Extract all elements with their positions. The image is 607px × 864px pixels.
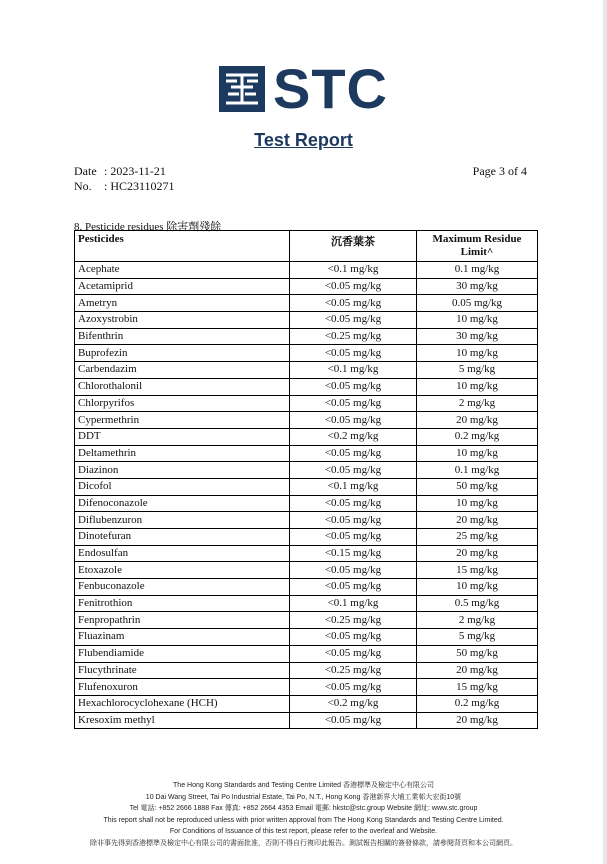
table-row: [75, 695, 538, 712]
mrl-cell: 30 mg/kg: [417, 328, 538, 345]
mrl-cell: 10 mg/kg: [417, 378, 538, 395]
mrl-cell: 5 mg/kg: [417, 629, 538, 646]
sample-result-cell: <0.15 mg/kg: [290, 545, 417, 562]
mrl-cell: 30 mg/kg: [417, 278, 538, 295]
table-row: [75, 312, 538, 329]
pesticide-name-cell: Fluazinam: [75, 629, 290, 646]
sample-result-cell: <0.05 mg/kg: [290, 278, 417, 295]
table-row: [75, 629, 538, 646]
mrl-cell: 20 mg/kg: [417, 512, 538, 529]
report-meta: [74, 164, 175, 194]
section-title: 8. Pesticide residues 除害劑殘餘: [74, 221, 222, 233]
mrl-cell: 2 mg/kg: [417, 395, 538, 412]
footer-conditions-note: For Conditions of Issuance of this test report, please refer to the overleaf and Website.: [169, 828, 438, 835]
page-number: Page 3 of 4: [472, 164, 527, 178]
pesticide-name-cell: Carbendazim: [75, 362, 290, 379]
mrl-cell: 5 mg/kg: [417, 362, 538, 379]
footer-contact: Tel 電話: +852 2666 1888 Fax 傳真: +852 2664 4353 Email 電郵: hkstc@stc.group Website 網址: www.stc.group: [129, 805, 478, 812]
pesticide-name-cell: Buprofezin: [75, 345, 290, 362]
header-pesticides: Pesticides: [75, 231, 290, 262]
table-row: [75, 462, 538, 479]
pesticide-name-cell: Azoxystrobin: [75, 312, 290, 329]
sample-result-cell: <0.05 mg/kg: [290, 312, 417, 329]
pesticide-name-cell: DDT: [75, 428, 290, 445]
mrl-cell: 20 mg/kg: [417, 545, 538, 562]
pesticide-name-cell: Acetamiprid: [75, 278, 290, 295]
pesticide-name-cell: Deltamethrin: [75, 445, 290, 462]
pesticide-name-cell: Flufenoxuron: [75, 679, 290, 696]
pesticide-name-cell: Endosulfan: [75, 545, 290, 562]
footer: [0, 780, 607, 849]
pesticide-name-cell: Dinotefuran: [75, 529, 290, 546]
mrl-cell: 10 mg/kg: [417, 345, 538, 362]
pesticide-name-cell: Hexachlorocyclohexane (HCH): [75, 695, 290, 712]
table-row: [75, 712, 538, 729]
mrl-cell: 15 mg/kg: [417, 562, 538, 579]
sample-result-cell: <0.2 mg/kg: [290, 695, 417, 712]
pesticide-name-cell: Chlorothalonil: [75, 378, 290, 395]
header-sample: 沉香葉茶: [290, 231, 417, 262]
stc-logo: [219, 57, 388, 120]
table-row: [75, 612, 538, 629]
table-row: [75, 278, 538, 295]
table-row: [75, 512, 538, 529]
report-title: Test Report: [254, 130, 353, 150]
header-mrl: Maximum Residue Limit^: [417, 231, 538, 262]
sample-result-cell: <0.05 mg/kg: [290, 412, 417, 429]
pesticide-name-cell: Acephate: [75, 262, 290, 279]
pesticide-name-cell: Fenbuconazole: [75, 579, 290, 596]
mrl-cell: 25 mg/kg: [417, 529, 538, 546]
table-row: [75, 412, 538, 429]
table-header-row: [75, 231, 538, 262]
mrl-cell: 10 mg/kg: [417, 312, 538, 329]
table-row: [75, 579, 538, 596]
mrl-cell: 0.05 mg/kg: [417, 295, 538, 312]
pesticide-name-cell: Etoxazole: [75, 562, 290, 579]
sample-result-cell: <0.25 mg/kg: [290, 612, 417, 629]
pesticide-name-cell: Bifenthrin: [75, 328, 290, 345]
sample-result-cell: <0.05 mg/kg: [290, 295, 417, 312]
table-row: [75, 262, 538, 279]
table-row: [75, 595, 538, 612]
pesticide-name-cell: Flubendiamide: [75, 645, 290, 662]
mrl-cell: 0.2 mg/kg: [417, 695, 538, 712]
mrl-cell: 10 mg/kg: [417, 495, 538, 512]
sample-result-cell: <0.1 mg/kg: [290, 362, 417, 379]
table-row: [75, 328, 538, 345]
sample-result-cell: <0.25 mg/kg: [290, 328, 417, 345]
pesticide-name-cell: Difenoconazole: [75, 495, 290, 512]
mrl-cell: 0.1 mg/kg: [417, 462, 538, 479]
table-row: [75, 345, 538, 362]
table-row: [75, 378, 538, 395]
table-row: [75, 662, 538, 679]
pesticide-name-cell: Kresoxim methyl: [75, 712, 290, 729]
pesticide-name-cell: Cypermethrin: [75, 412, 290, 429]
pesticide-name-cell: Fenitrothion: [75, 595, 290, 612]
mrl-cell: 2 mg/kg: [417, 612, 538, 629]
sample-result-cell: <0.2 mg/kg: [290, 428, 417, 445]
sample-result-cell: <0.05 mg/kg: [290, 679, 417, 696]
mrl-cell: 0.5 mg/kg: [417, 595, 538, 612]
mrl-cell: 20 mg/kg: [417, 712, 538, 729]
pesticide-name-cell: Diazinon: [75, 462, 290, 479]
table-row: [75, 679, 538, 696]
date-label: Date: [74, 164, 97, 178]
sample-result-cell: <0.1 mg/kg: [290, 595, 417, 612]
table-row: [75, 445, 538, 462]
sample-result-cell: <0.05 mg/kg: [290, 445, 417, 462]
mrl-cell: 10 mg/kg: [417, 579, 538, 596]
mrl-cell: 50 mg/kg: [417, 478, 538, 495]
sample-result-cell: <0.05 mg/kg: [290, 562, 417, 579]
table-row: [75, 428, 538, 445]
mrl-cell: 20 mg/kg: [417, 412, 538, 429]
table-row: [75, 478, 538, 495]
pesticide-name-cell: Fenpropathrin: [75, 612, 290, 629]
sample-result-cell: <0.05 mg/kg: [290, 495, 417, 512]
report-no-value: : HC23110271: [104, 179, 175, 193]
sample-result-cell: <0.05 mg/kg: [290, 395, 417, 412]
table-row: [75, 529, 538, 546]
mrl-cell: 20 mg/kg: [417, 662, 538, 679]
sample-result-cell: <0.05 mg/kg: [290, 462, 417, 479]
pesticide-name-cell: Ametryn: [75, 295, 290, 312]
report-no-label: No.: [74, 179, 92, 193]
footer-company: The Hong Kong Standards and Testing Centre Limited 香港標準及檢定中心有限公司: [173, 782, 434, 789]
table-row: [75, 295, 538, 312]
sample-result-cell: <0.05 mg/kg: [290, 529, 417, 546]
footer-chinese-note: 除非事先得到香港標準及檢定中心有限公司的書面批准，否則不得自行複印此報告。測試報告相關的簽發條款，請參閱背頁和本公司網頁。: [90, 839, 517, 847]
table-row: [75, 645, 538, 662]
sample-result-cell: <0.05 mg/kg: [290, 512, 417, 529]
table-row: [75, 495, 538, 512]
sample-result-cell: <0.05 mg/kg: [290, 629, 417, 646]
sample-result-cell: <0.05 mg/kg: [290, 712, 417, 729]
table-row: [75, 395, 538, 412]
footer-address: 10 Dai Wang Street, Tai Po Industrial Estate, Tai Po, N.T., Hong Kong 香港新界大埔工業邨大宏街10號: [145, 793, 462, 801]
mrl-cell: 0.2 mg/kg: [417, 428, 538, 445]
table-row: [75, 362, 538, 379]
mrl-cell: 0.1 mg/kg: [417, 262, 538, 279]
pesticide-table: [74, 230, 538, 729]
table-row: [75, 545, 538, 562]
sample-result-cell: <0.05 mg/kg: [290, 345, 417, 362]
sample-result-cell: <0.1 mg/kg: [290, 478, 417, 495]
sample-result-cell: <0.25 mg/kg: [290, 662, 417, 679]
sample-result-cell: <0.1 mg/kg: [290, 262, 417, 279]
sample-result-cell: <0.05 mg/kg: [290, 378, 417, 395]
sample-result-cell: <0.05 mg/kg: [290, 579, 417, 596]
mrl-cell: 15 mg/kg: [417, 679, 538, 696]
table-row: [75, 562, 538, 579]
logo-text: STC: [273, 57, 388, 120]
pesticide-name-cell: Flucythrinate: [75, 662, 290, 679]
pesticide-name-cell: Chlorpyrifos: [75, 395, 290, 412]
pesticide-name-cell: Diflubenzuron: [75, 512, 290, 529]
pesticide-name-cell: Dicofol: [75, 478, 290, 495]
stc-logo-mark-icon: [219, 66, 265, 112]
mrl-cell: 50 mg/kg: [417, 645, 538, 662]
date-value: : 2023-11-21: [104, 164, 166, 178]
mrl-cell: 10 mg/kg: [417, 445, 538, 462]
sample-result-cell: <0.05 mg/kg: [290, 645, 417, 662]
footer-reproduction-note: This report shall not be reproduced unless with prior written approval from The Hong Kong Standards and Testing Centre Limited.: [103, 816, 504, 824]
